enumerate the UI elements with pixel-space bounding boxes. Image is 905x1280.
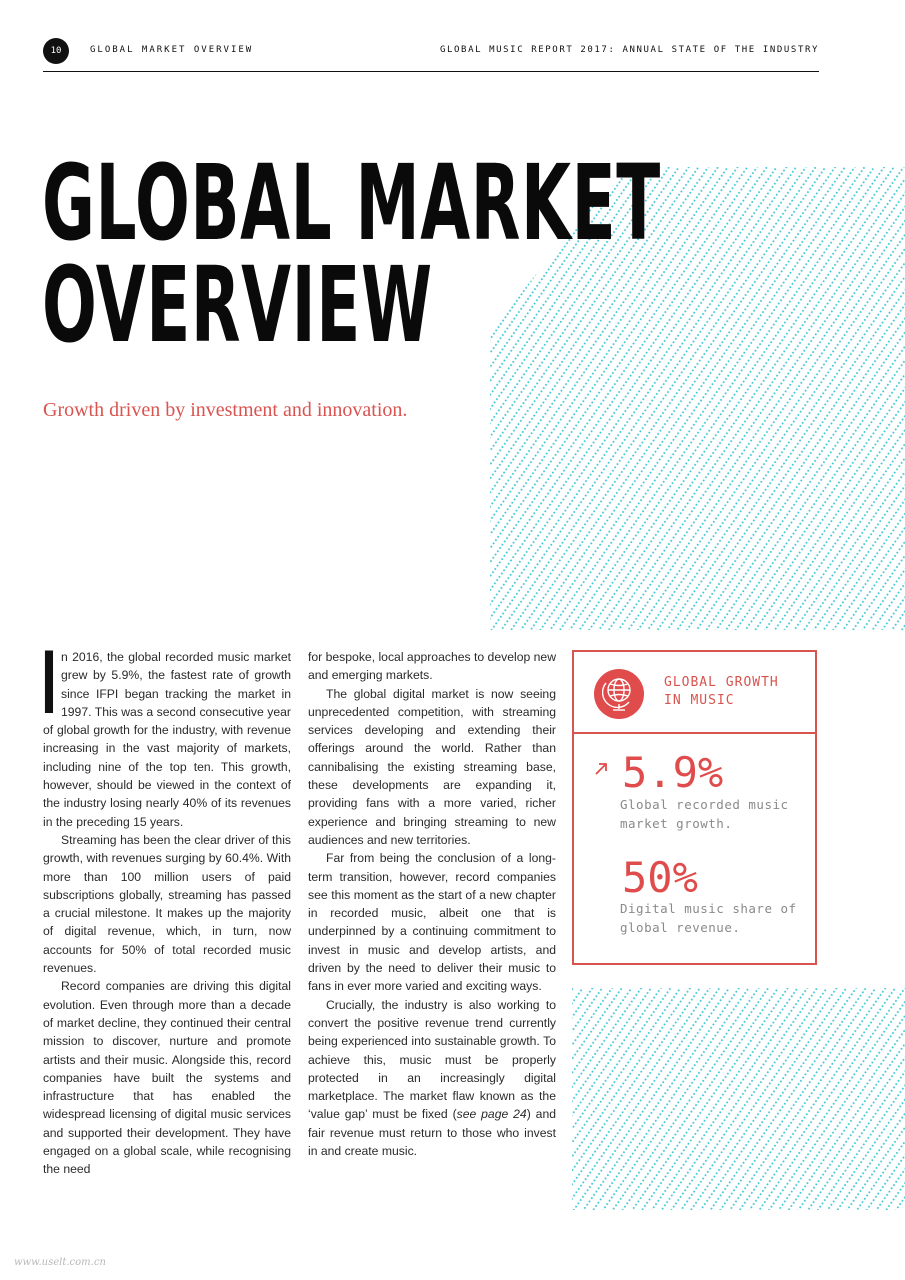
paragraph: for bespoke, local approaches to develop new and emerging markets. <box>308 650 556 683</box>
page-number: 10 <box>43 38 69 64</box>
watermark: www.uselt.com.cn <box>14 1257 106 1268</box>
box-divider <box>574 732 815 734</box>
box-title-line-2: IN MUSIC <box>664 693 735 708</box>
pattern-block <box>572 988 905 1210</box>
paragraph <box>308 996 556 1161</box>
paragraph: Record companies are driving this digital evolution. Even through more than a decade of market decline, they continued their central mission to discover, nurture and promote artists and their music. Alongside this, record companies have built the systems and infrastructure that has enabled the widespread licensing of digital music services and supported their development. They have engaged on a global scale, while recognising the need <box>43 979 291 1177</box>
stat-growth-description: Global recorded music market growth. <box>620 797 789 831</box>
stat-digital-share-value: 50% <box>622 853 698 902</box>
report-title: GLOBAL MUSIC REPORT 2017: ANNUAL STATE OF THE INDUSTRY <box>440 45 819 55</box>
paragraph-text: ) and fair revenue must return to those who invest in and create music. <box>308 1107 556 1159</box>
stat-digital-share-description: Digital music share of global revenue. <box>620 901 797 935</box>
title-line-1: GLOBAL MARKET <box>42 142 661 264</box>
stat-growth-value: 5.9% <box>622 748 724 797</box>
paragraph: Far from being the conclusion of a long-term transition, however, record companies see this moment as the start of a new chapter in recorded music, albeit one that is underpinned by a continuing commitment to invest in music and develop artists, and driven by the need to deliver their music to fans in ever more varied and exciting ways. <box>308 851 556 994</box>
drop-cap: I <box>41 634 57 734</box>
paragraph: Streaming has been the clear driver of this growth, with revenues surging by 60.4%. With more than 100 million users of paid subscriptions globally, streaming has passed a crucial milestone. It makes up the majority of digital revenue, which, in turn, now accounts for 50% of total recorded music revenues. <box>43 832 291 976</box>
paragraph: The global digital market is now seeing unprecedented competition, with streaming services developing and extending their offerings around the world. Rather than cannibalising the existing streaming base, these developments are expanding it, providing fans with a more varied, richer experience and bringing streaming to new audiences and new territories. <box>308 686 556 847</box>
page-title <box>42 142 661 366</box>
box-title <box>664 674 804 710</box>
section-label: GLOBAL MARKET OVERVIEW <box>90 45 254 55</box>
body-column-1 <box>41 634 291 1179</box>
page-reference: see page 24 <box>456 1107 527 1122</box>
body-column-2 <box>308 648 556 1160</box>
title-line-2: OVERVIEW <box>42 244 433 366</box>
page-subtitle: Growth driven by investment and innovation. <box>43 399 408 421</box>
arrow-up-right-icon <box>594 762 608 776</box>
paragraph-text: n 2016, the global recorded music market grew by 5.9%, the fastest rate of growth since IFPI began tracking the market in 1997. This was a second consecutive year of global growth for the industry, with revenue increasing in the vast majority of markets, including nine of the top ten. This growth, however, should be viewed in the context of the industry losing nearly 40% of its revenues in the preceding 15 years. <box>43 650 291 829</box>
paragraph-text: Crucially, the industry is also working to convert the positive revenue trend currently being experienced into sustainable growth. To achieve this, music must be properly protected in an increasingly digital marketplace. The market flaw known as the ‘value gap’ must be fixed ( <box>308 997 556 1122</box>
global-growth-box <box>572 650 817 965</box>
box-title-line-1: GLOBAL GROWTH <box>664 675 779 690</box>
globe-icon <box>594 669 644 719</box>
paragraph <box>41 634 291 831</box>
